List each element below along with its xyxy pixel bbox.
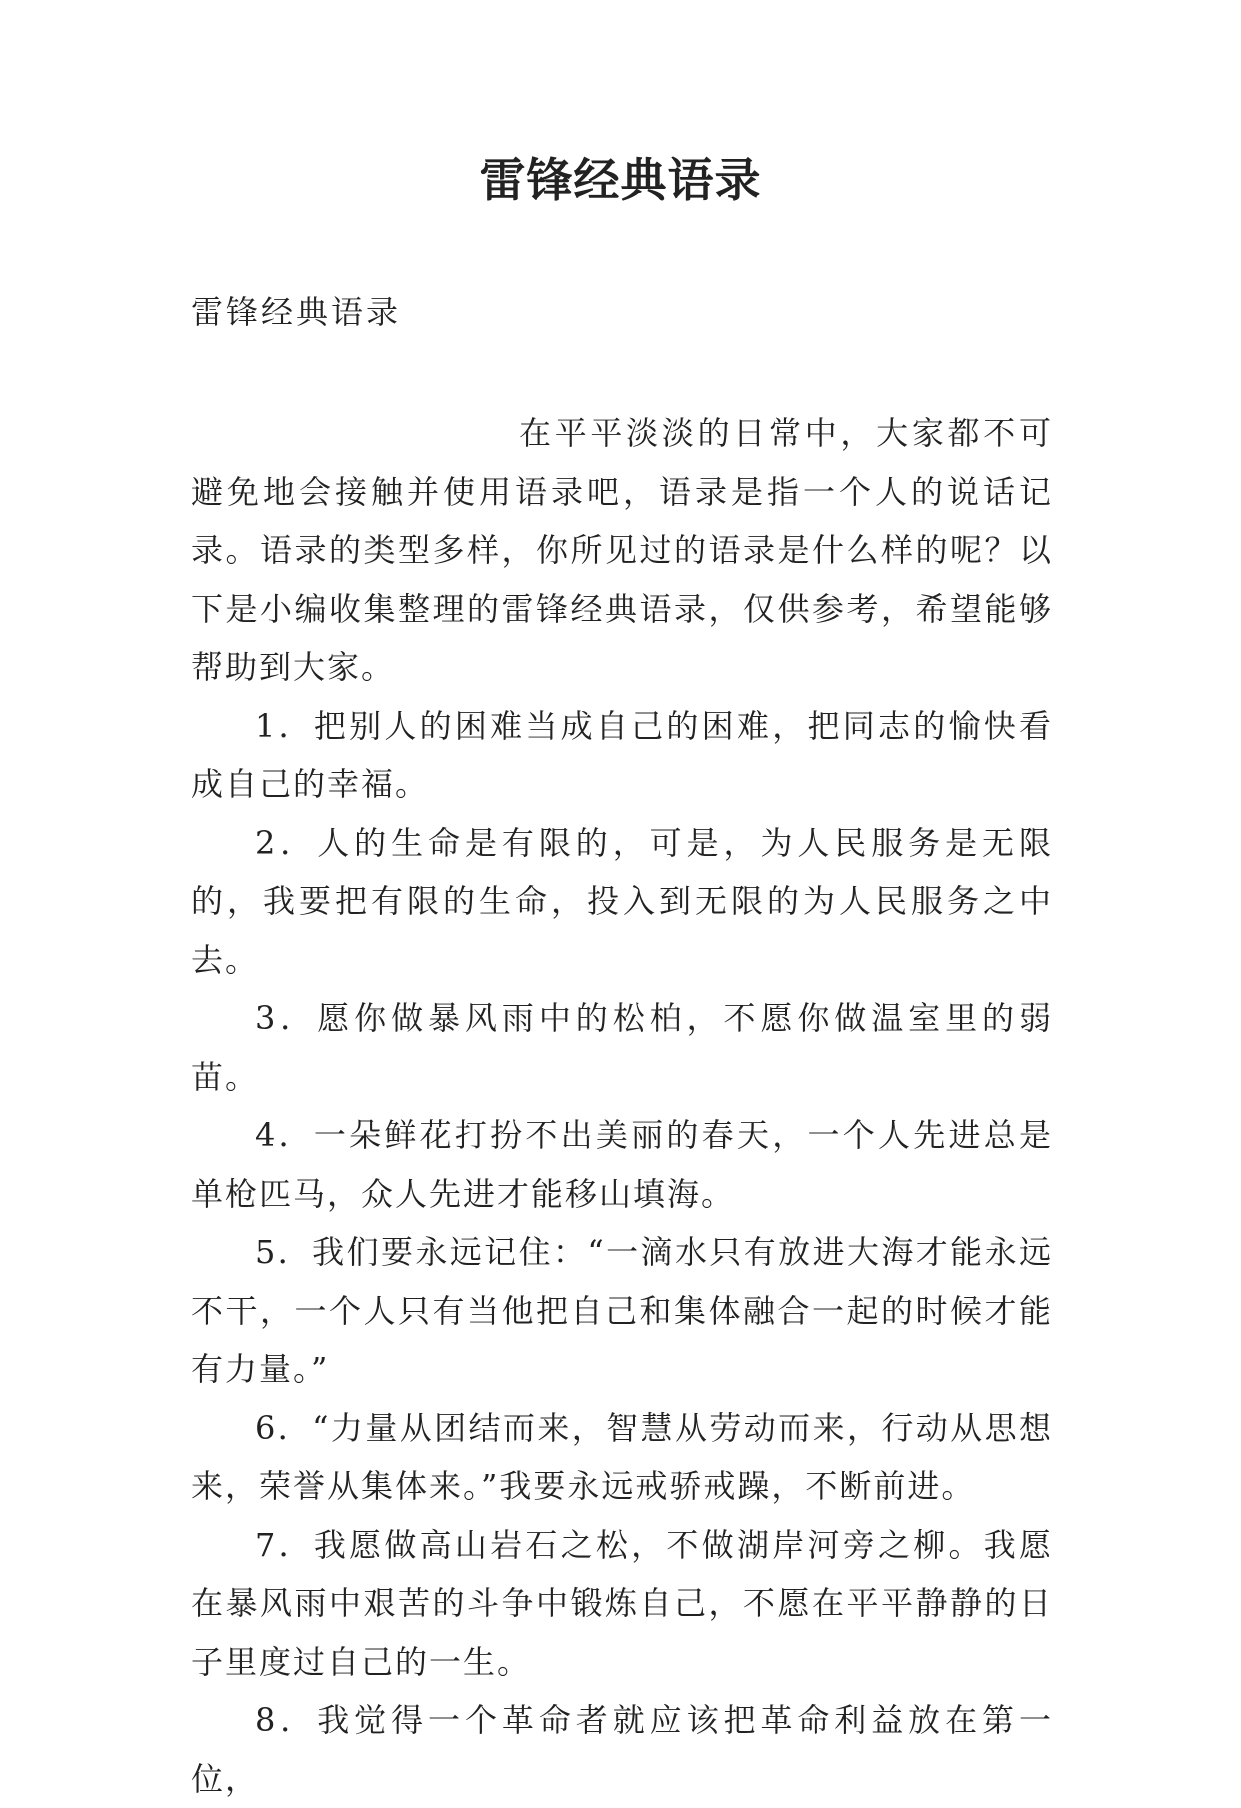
quote-item: 8．我觉得一个革命者就应该把革命利益放在第一位，: [191, 1701, 1053, 1798]
quote-item: 6．“力量从团结而来，智慧从劳动而来，行动从思想来，荣誉从集体来。”我要永远戒骄戒躁，不断前进。: [191, 1408, 1053, 1505]
document-subtitle: 雷锋经典语录: [191, 293, 402, 331]
quote-item: 1．把别人的困难当成自己的困难，把同志的愉快看成自己的幸福。: [191, 706, 1053, 803]
intro-paragraph: 在平平淡淡的日常中，大家都不可避免地会接触并使用语录吧，语录是指一个人的说话记录。语录的类型多样，你所见过的语录是什么样的呢？以下是小编收集整理的雷锋经典语录，仅供参考，希望能够帮助到大家。: [191, 414, 1053, 686]
quote-item: 3．愿你做暴风雨中的松柏，不愿你做温室里的弱苗。: [191, 999, 1053, 1096]
quote-item: 4．一朵鲜花打扮不出美丽的春天，一个人先进总是单枪匹马，众人先进才能移山填海。: [191, 1116, 1053, 1213]
document-body: [191, 404, 1053, 1808]
quote-item: 5．我们要永远记住：“一滴水只有放进大海才能永远不干，一个人只有当他把自己和集体融合一起的时候才能有力量。”: [191, 1233, 1053, 1388]
quote-item: 2．人的生命是有限的，可是，为人民服务是无限的，我要把有限的生命，投入到无限的为人民服务之中去。: [191, 823, 1053, 979]
document-title: 雷锋经典语录: [479, 153, 762, 207]
quote-item: 7．我愿做高山岩石之松，不做湖岸河旁之柳。我愿在暴风雨中艰苦的斗争中锻炼自己，不愿在平平静静的日子里度过自己的一生。: [191, 1525, 1053, 1681]
